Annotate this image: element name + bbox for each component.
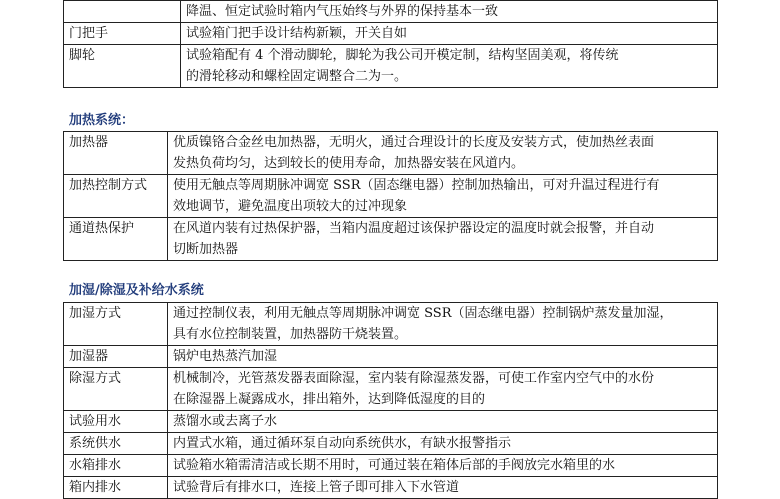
table-row: [64, 368, 718, 411]
value-line: 蒸馏水或去离子水: [173, 414, 278, 429]
table-row: [64, 218, 718, 261]
row-label: 脚轮: [64, 45, 181, 88]
row-value: [168, 175, 718, 218]
value-line: 具有水位控制装置，加热器防干烧装置。: [173, 327, 408, 342]
row-value: [168, 346, 718, 368]
table-row: [64, 477, 718, 499]
value-line: 试验箱水箱需清洁或长期不用时，可通过装在箱体后部的手阀放完水箱里的水: [173, 458, 616, 473]
row-label: 除湿方式: [64, 368, 168, 411]
spec-table-heating: [63, 131, 718, 261]
value-line: 切断加热器: [173, 242, 239, 257]
row-value: [168, 433, 718, 455]
table-row: [64, 1, 718, 23]
value-line: 试验箱配有 4 个滑动脚轮，脚轮为我公司开模定制，结构坚固美观，将传统: [186, 48, 619, 63]
table-row: [64, 23, 718, 45]
row-label: 加湿方式: [64, 303, 168, 346]
value-line: 发热负荷均匀，达到较长的使用寿命，加热器安装在风道内。: [173, 156, 525, 171]
value-line: 试验箱门把手设计结构新颖，开关自如: [186, 26, 408, 41]
value-line: 锅炉电热蒸汽加湿: [173, 349, 278, 364]
table-row: [64, 303, 718, 346]
row-label: 通道热保护: [64, 218, 168, 261]
row-value: [181, 45, 718, 88]
table-row: [64, 455, 718, 477]
table-row: [64, 45, 718, 88]
row-value: [168, 218, 718, 261]
value-line: 在风道内装有过热保护器，当箱内温度超过该保护器设定的温度时就会报警，并自动: [173, 221, 655, 236]
row-label: 加热器: [64, 132, 168, 175]
value-line: 使用无触点等周期脉冲调宽 SSR（固态继电器）控制加热输出，可对升温过程进行有: [173, 178, 660, 193]
value-line: 在除湿器上凝露成水，排出箱外，达到降低湿度的目的: [173, 392, 486, 407]
value-line: 试验背后有排水口，连接上管子即可排入下水管道: [173, 480, 460, 495]
value-line: 机械制冷，光管蒸发器表面除湿，室内装有除湿蒸发器，可使工作室内空气中的水份: [173, 371, 655, 386]
table-row: [64, 433, 718, 455]
table-row: [64, 411, 718, 433]
row-label: 试验用水: [64, 411, 168, 433]
row-value: [168, 455, 718, 477]
row-value: [181, 23, 718, 45]
value-line: 优质镍铬合金丝电加热器，无明火，通过合理设计的长度及安装方式，使加热丝表面: [173, 135, 655, 150]
spec-table-humidity: [63, 302, 718, 499]
table-row: [64, 132, 718, 175]
row-label: 箱内排水: [64, 477, 168, 499]
row-value: [168, 303, 718, 346]
row-value: [168, 411, 718, 433]
section-title-humidity: 加湿/除湿及补给水系统: [69, 283, 204, 298]
value-line: 效地调节，避免温度出项较大的过冲现象: [173, 199, 408, 214]
table-row: [64, 175, 718, 218]
value-line: 内置式水箱，通过循环泵自动向系统供水，有缺水报警指示: [173, 436, 512, 451]
section-title-heating: 加热系统：: [69, 113, 135, 128]
value-line: 降温、恒定试验时箱内气压始终与外界的保持基本一致: [186, 4, 499, 19]
spec-table-top: [63, 0, 718, 88]
row-label: 门把手: [64, 23, 181, 45]
spec-table-top-body: [64, 1, 718, 88]
row-label: 加热控制方式: [64, 175, 168, 218]
value-line: 的滑轮移动和螺栓固定调整合二为一。: [186, 69, 408, 84]
spec-table-heating-body: [64, 132, 718, 261]
row-label: 水箱排水: [64, 455, 168, 477]
row-label: [64, 1, 181, 23]
value-line: 通过控制仪表，利用无触点等周期脉冲调宽 SSR（固态继电器）控制锅炉蒸发量加湿，: [173, 306, 673, 321]
row-value: [168, 368, 718, 411]
row-value: [168, 132, 718, 175]
table-row: [64, 346, 718, 368]
row-label: 系统供水: [64, 433, 168, 455]
row-value: [181, 1, 718, 23]
spec-table-humidity-body: [64, 303, 718, 499]
row-value: [168, 477, 718, 499]
row-label: 加湿器: [64, 346, 168, 368]
